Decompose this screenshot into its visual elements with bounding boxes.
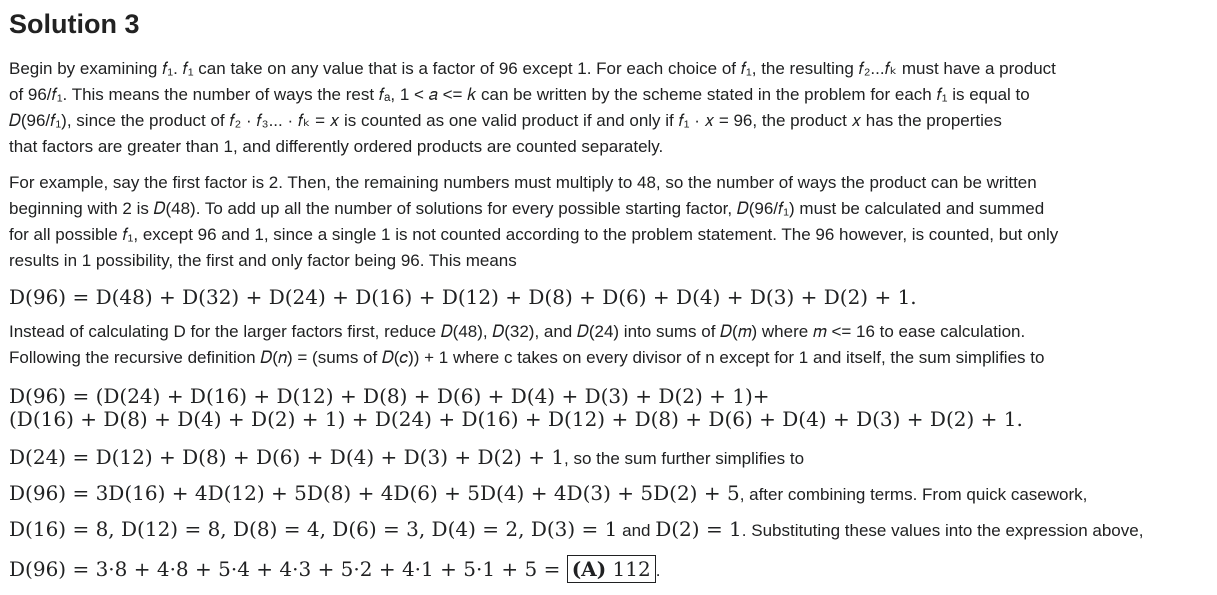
equation-text: , after combining terms. From quick casework, (739, 485, 1088, 504)
answer-choice: (A) (571, 557, 607, 581)
paragraph-line: results in 1 possibility, the first and only factor being 96. This means (9, 251, 517, 270)
equation-math: (D(16) + D(8) + D(4) + D(2) + 1) + D(24) + D(16) + D(12) + D(8) + D(6) + D(4) + D(3) + D(2) + 1. (9, 407, 1023, 431)
equation-math: D(96) = 3·8 + 4·8 + 5·4 + 4·3 + 5·2 + 4·1 + 5·1 + 5 = (9, 557, 567, 581)
equation-d24 (9, 444, 1211, 472)
paragraph-recursive-definition (9, 319, 1211, 371)
solution-heading: Solution 3 (9, 9, 140, 39)
equation-d96-combined (9, 480, 1211, 508)
paragraph-line: Instead of calculating D for the larger factors first, reduce 𝐷(48), 𝐷(32), and 𝐷(24) into sums of 𝐷(𝑚) where 𝑚 <= 16 to ease calculation. (9, 322, 1026, 341)
solution-page (9, 0, 1211, 581)
equation-text: and (617, 521, 656, 540)
paragraph-line: that factors are greater than 1, and differently ordered products are counted separately. (9, 137, 664, 156)
equation-math: D(2) = 1 (655, 517, 742, 541)
equation-math: D(24) = D(12) + D(8) + D(6) + D(4) + D(3) + D(2) + 1 (9, 445, 565, 469)
paragraph-line: Begin by examining 𝑓₁. 𝑓₁ can take on any value that is a factor of 96 except 1. For each choice of 𝑓₁, the resulting 𝑓₂...𝑓ₖ must have a product (9, 59, 1056, 78)
equation-d96-expansion (9, 284, 1211, 312)
equation-math: D(96) = 3D(16) + 4D(12) + 5D(8) + 4D(6) + 5D(4) + 4D(3) + 5D(2) + 5 (9, 481, 740, 505)
paragraph-factor-examination (9, 56, 1211, 160)
equation-final-substitution (9, 555, 1211, 584)
equation-end: . (655, 561, 661, 580)
answer-box (567, 555, 656, 583)
equation-text: . Substituting these values into the expression above, (741, 521, 1144, 540)
paragraph-line: beginning with 2 is 𝐷(48). To add up all the number of solutions for every possible starting factor, 𝐷(96/𝑓₁) must be calculated and summed (9, 199, 1045, 218)
paragraph-line: for all possible 𝑓₁, except 96 and 1, since a single 1 is not counted according to the problem statement. The 96 however, is counted, but only (9, 225, 1059, 244)
equation-casework-values (9, 516, 1211, 544)
equation-math: D(96) = (D(24) + D(16) + D(12) + D(8) + D(6) + D(4) + D(3) + D(2) + 1)+ (9, 384, 770, 408)
answer-value: 112 (606, 557, 651, 581)
equation-math: D(16) = 8, D(12) = 8, D(8) = 4, D(6) = 3, D(4) = 2, D(3) = 1 (9, 517, 618, 541)
equation-d96-recursive-line-2 (9, 406, 1211, 434)
paragraph-example (9, 170, 1211, 274)
paragraph-line: of 96/𝑓₁. This means the number of ways the rest 𝑓ₐ, 1 < 𝑎 <= 𝑘 can be written by the scheme stated in the problem for each 𝑓₁ is equal to (9, 85, 1030, 104)
equation-text: , so the sum further simplifies to (564, 449, 805, 468)
equation-math: D(96) = D(48) + D(32) + D(24) + D(16) + D(12) + D(8) + D(6) + D(4) + D(3) + D(2) + 1. (9, 285, 917, 309)
paragraph-line: For example, say the first factor is 2. Then, the remaining numbers must multiply to 48, so the number of ways the product can be written (9, 173, 1037, 192)
paragraph-line: 𝐷(96/𝑓₁), since the product of 𝑓₂ · 𝑓₃... · 𝑓ₖ = 𝑥 is counted as one valid product if and only if 𝑓₁ · 𝑥 = 96, the product 𝑥 has the properties (9, 111, 1002, 130)
paragraph-line: Following the recursive definition 𝐷(𝑛) = (sums of 𝐷(𝑐)) + 1 where c takes on every divisor of n except for 1 and itself, the sum simplifies to (9, 348, 1045, 367)
